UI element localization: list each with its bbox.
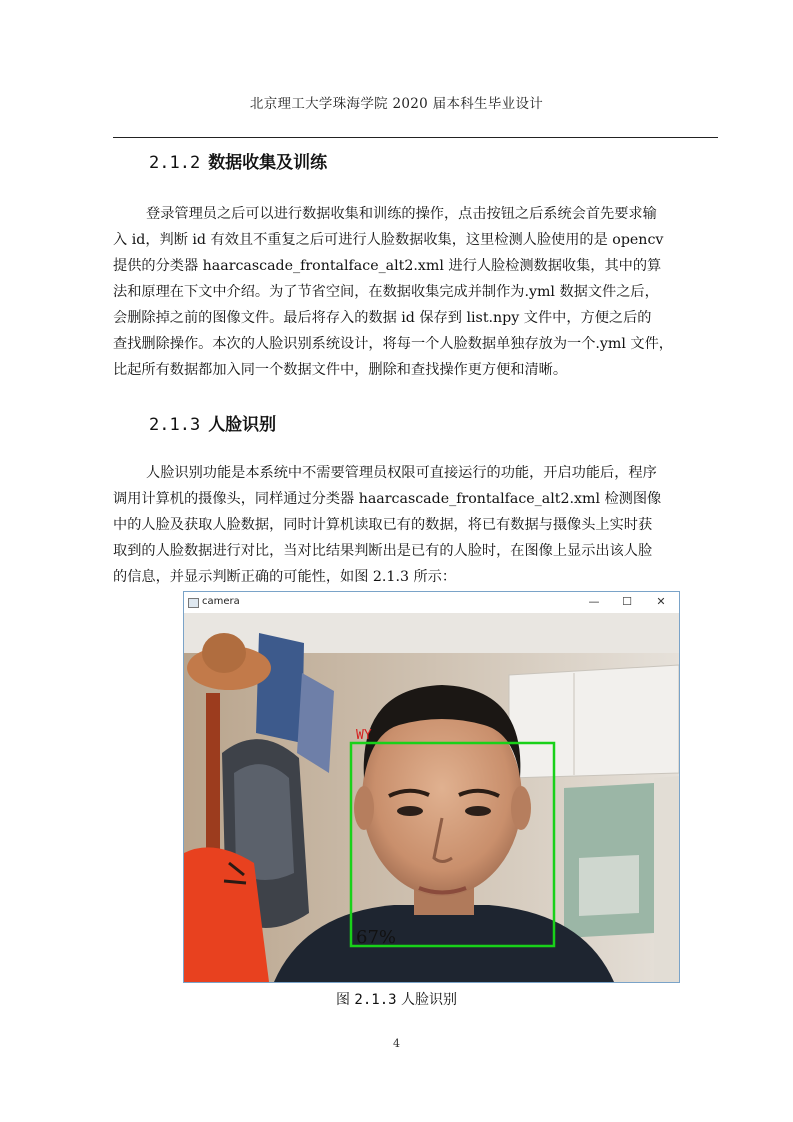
section-heading-2-1-2 (149, 148, 327, 173)
section-title-text: 人脸识别 (208, 415, 277, 435)
poster (256, 633, 304, 743)
cabinet (509, 665, 679, 778)
confidence-label: 67% (356, 927, 397, 948)
face-name-label: WY (356, 728, 372, 743)
right-eye (465, 806, 491, 816)
paragraph-line: 取到的人脸数据进行对比，当对比结果判断出是已有的人脸时，在图像上显示出该人脸 (113, 543, 653, 559)
minimize-button[interactable]: — (588, 595, 600, 608)
camera-feed (184, 613, 679, 982)
page-header: 北京理工大学珠海学院 2020 届本科生毕业设计 (249, 96, 544, 112)
paragraph-line: 比起所有数据都加入同一个数据文件中，删除和查找操作更方便和清晰。 (113, 362, 568, 378)
figure-caption (0, 989, 793, 1009)
right-ear (511, 786, 531, 830)
left-ear (354, 786, 374, 830)
close-button[interactable]: ✕ (656, 595, 666, 608)
window-titlebar[interactable] (184, 592, 679, 613)
paragraph-line: 中的人脸及获取人脸数据，同时计算机读取已有的数据，将已有数据与摄像头上实时获 (113, 517, 653, 533)
paragraph-line: 入 id，判断 id 有效且不重复之后可进行人脸数据收集，这里检测人脸使用的是 opencv (113, 232, 664, 248)
section-number: 2.1.3 (149, 415, 201, 435)
paragraph-line: 查找删除操作。本次的人脸识别系统设计，将每一个人脸数据单独存放为一个.yml 文件， (113, 336, 673, 352)
ceiling (184, 613, 679, 653)
section-number: 2.1.2 (149, 153, 201, 173)
paragraph-line: 人脸识别功能是本系统中不需要管理员权限可直接运行的功能，开启功能后，程序 (146, 465, 657, 481)
door-frame (654, 776, 679, 982)
section-title-text: 数据收集及训练 (208, 153, 328, 173)
paragraph-line: 提供的分类器 haarcascade_frontalface_alt2.xml 进行人脸检测数据收集，其中的算 (113, 258, 662, 274)
caption-prefix: 图 (335, 992, 350, 1008)
caption-text: 人脸识别 (401, 992, 458, 1008)
figure-camera-window (183, 591, 680, 983)
paragraph-face-recognition (113, 460, 718, 590)
maximize-button[interactable]: ☐ (622, 595, 632, 608)
window-title: camera (202, 596, 240, 607)
left-eye (397, 806, 423, 816)
caption-number: 2.1.3 (354, 992, 397, 1008)
paragraph-line: 登录管理员之后可以进行数据收集和训练的操作，点击按钮之后系统会首先要求输 (146, 206, 657, 222)
paragraph-data-collection (113, 201, 718, 383)
paragraph-line: 的信息，并显示判断正确的可能性，如图 2.1.3 所示： (113, 569, 457, 585)
section-heading-2-1-3 (149, 410, 276, 435)
camera-frame-image (184, 613, 679, 982)
paragraph-line: 调用计算机的摄像头，同样通过分类器 haarcascade_frontalface_alt2.xml 检测图像 (113, 491, 662, 507)
window-app-icon (188, 598, 199, 608)
header-rule (113, 137, 718, 138)
page-number: 4 (393, 1037, 400, 1050)
paragraph-line: 会删除掉之前的图像文件。最后将存入的数据 id 保存到 list.npy 文件中，方便之后的 (113, 310, 652, 326)
paragraph-line: 法和原理在下文中介绍。为了节省空间，在数据收集完成并制作为.yml 数据文件之后， (113, 284, 659, 300)
